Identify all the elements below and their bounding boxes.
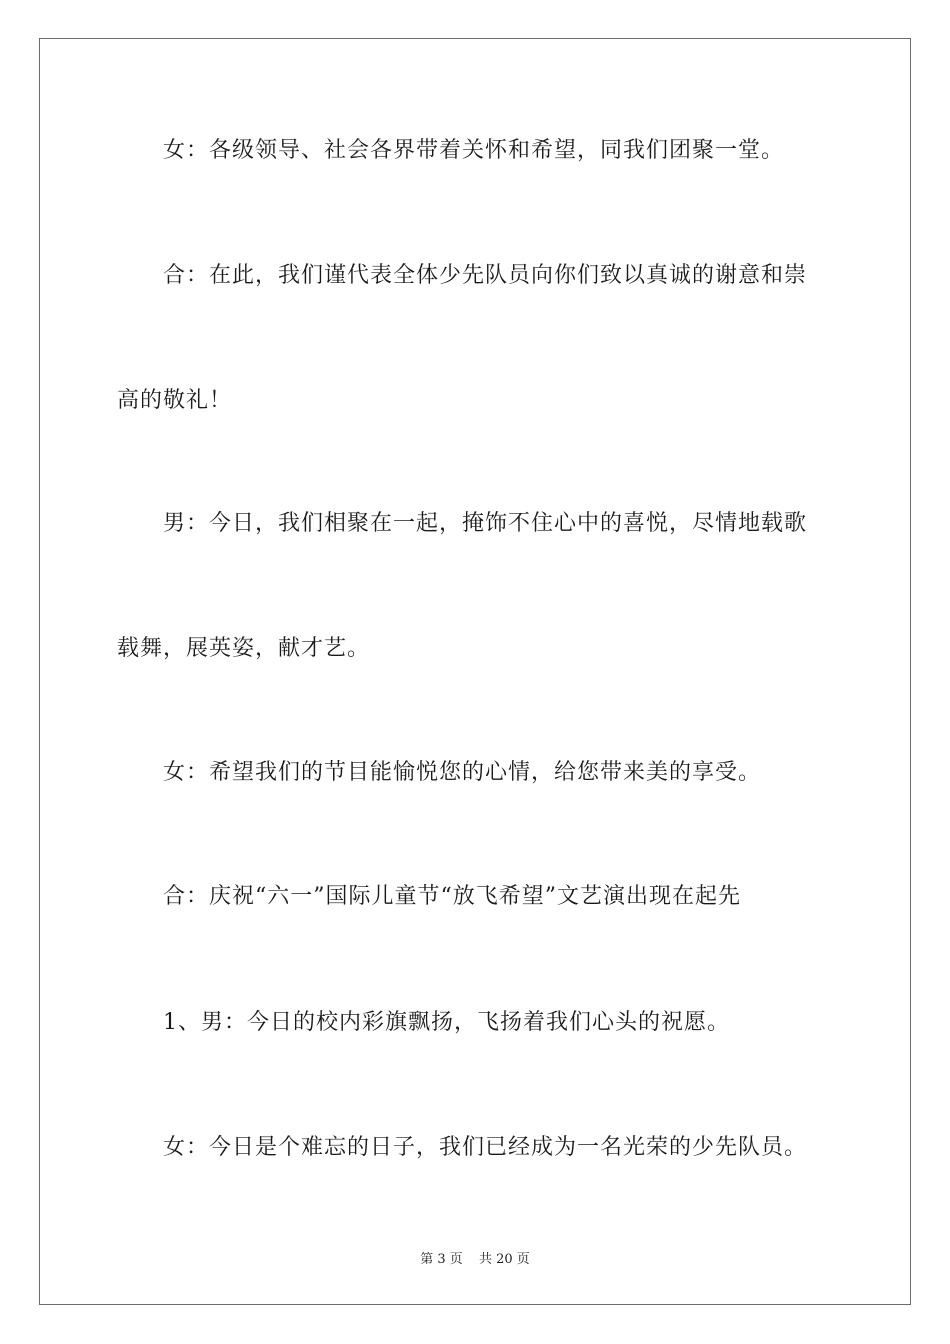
paragraph-3-continuation: 载舞，展英姿，献才艺。 bbox=[117, 636, 371, 661]
paragraph-4: 女：希望我们的节目能愉悦您的心情，给您带来美的享受。 bbox=[163, 760, 762, 785]
page-number: 第 3 页 bbox=[420, 1252, 463, 1267]
paragraph-2: 合：在此，我们谨代表全体少先队员向你们致以真诚的谢意和崇 bbox=[163, 263, 808, 288]
paragraph-1: 女：各级领导、社会各界带着关怀和希望，同我们团聚一堂。 bbox=[163, 138, 785, 163]
page-border bbox=[39, 38, 911, 1305]
paragraph-5: 合：庆祝“六一”国际儿童节“放飞希望”文艺演出现在起先 bbox=[163, 884, 741, 909]
paragraph-2-continuation: 高的敬礼！ bbox=[117, 388, 233, 413]
paragraph-3: 男：今日，我们相聚在一起，掩饰不住心中的喜悦，尽情地载歌 bbox=[163, 511, 808, 536]
page-footer bbox=[0, 1248, 950, 1267]
total-pages: 共 20 页 bbox=[478, 1252, 530, 1267]
paragraph-7: 女：今日是个难忘的日子，我们已经成为一名光荣的少先队员。 bbox=[163, 1135, 808, 1160]
paragraph-6: 1、男：今日的校内彩旗飘扬，飞扬着我们心头的祝愿。 bbox=[163, 1010, 730, 1035]
